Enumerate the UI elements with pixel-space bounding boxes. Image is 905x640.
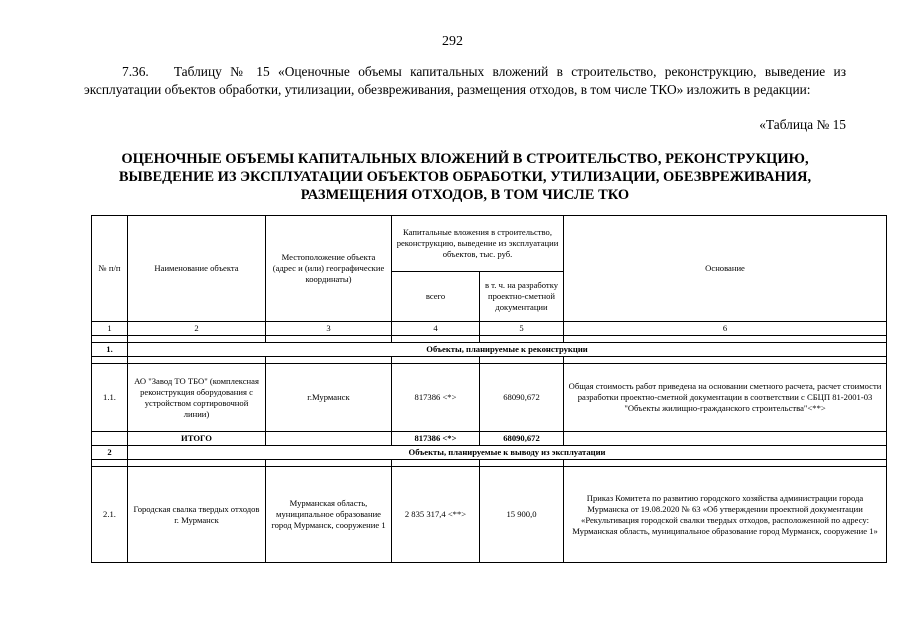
row-2-design: 15 900,0 <box>480 467 564 563</box>
total-label: ИТОГО <box>128 432 266 446</box>
investments-table <box>91 215 887 563</box>
total-empty-1 <box>92 432 128 446</box>
header-location: Местоположение объекта (адрес и (или) географические координаты) <box>266 216 392 322</box>
section-2-row <box>92 446 887 460</box>
row-2-name: Городская свалка твердых отходов г. Мурманск <box>128 467 266 563</box>
total-value: 817386 <*> <box>392 432 480 446</box>
intro-text: 7.36. Таблицу № 15 «Оценочные объемы капитальных вложений в строительство, реконструкцию, выведение из эксплуатации объектов обработки, утилизации, обезвреживания, размещения отходов, в том числе ТКО» изложить в редакции: <box>84 64 846 97</box>
table-reference: «Таблица № 15 <box>759 117 846 132</box>
row-1-num: 1.1. <box>92 364 128 432</box>
title-line-3: РАЗМЕЩЕНИЯ ОТХОДОВ, В ТОМ ЧИСЛЕ ТКО <box>300 187 630 203</box>
row-1-location: г.Мурманск <box>266 364 392 432</box>
section-2-num: 2 <box>92 446 128 460</box>
col-number-5: 5 <box>480 322 564 336</box>
header-name: Наименование объекта <box>128 216 266 322</box>
col-number-1: 1 <box>92 322 128 336</box>
total-empty-3 <box>564 432 887 446</box>
table-row <box>92 364 887 432</box>
separator <box>92 336 887 343</box>
header-total: всего <box>392 272 480 322</box>
section-2-title: Объекты, планируемые к выводу из эксплуатации <box>128 446 887 460</box>
table-row <box>92 467 887 563</box>
total-row <box>92 432 887 446</box>
header-num: № п/п <box>92 216 128 322</box>
row-1-name: АО "Завод ТО ТБО" (комплексная реконструкция оборудования с устройством сортировочной линии) <box>128 364 266 432</box>
page-number: 292 <box>442 34 463 49</box>
col-number-2: 2 <box>128 322 266 336</box>
separator <box>92 460 887 467</box>
title-line-1: ОЦЕНОЧНЫЕ ОБЪЕМЫ КАПИТАЛЬНЫХ ВЛОЖЕНИЙ В СТРОИТЕЛЬСТВО, РЕКОНСТРУКЦИЮ, <box>121 151 809 167</box>
header-basis: Основание <box>564 216 887 322</box>
header-row-1 <box>92 216 887 272</box>
title-line-2: ВЫВЕДЕНИЕ ИЗ ЭКСПЛУАТАЦИИ ОБЪЕКТОВ ОБРАБОТКИ, УТИЛИЗАЦИИ, ОБЕЗВРЕЖИВАНИЯ, <box>118 169 812 185</box>
intro-paragraph <box>84 63 846 99</box>
document-title <box>90 150 840 204</box>
col-number-4: 4 <box>392 322 480 336</box>
row-2-location: Мурманская область, муниципальное образование город Мурманск, сооружение 1 <box>266 467 392 563</box>
header-design: в т. ч. на разработку проектно-сметной документации <box>480 272 564 322</box>
col-number-3: 3 <box>266 322 392 336</box>
col-number-6: 6 <box>564 322 887 336</box>
row-1-basis: Общая стоимость работ приведена на основании сметного расчета, расчет стоимости разработки проектно-сметной документации в соответствии с СБЦП 81-2001-03 "Объекты жилищно-гражданского строительства"<**> <box>564 364 887 432</box>
row-2-basis: Приказ Комитета по развитию городского хозяйства администрации города Мурманска от 19.08.2020 № 63 «Об утверждении проектной документации «Рекультивация городской свалки твердых отходов, расположенной по адресу: Мурманская область, муниципальное образование город Мурманск, сооружение 1» <box>564 467 887 563</box>
row-1-design: 68090,672 <box>480 364 564 432</box>
row-2-num: 2.1. <box>92 467 128 563</box>
section-1-row <box>92 343 887 357</box>
total-design: 68090,672 <box>480 432 564 446</box>
row-2-total: 2 835 317,4 <**> <box>392 467 480 563</box>
section-1-num: 1. <box>92 343 128 357</box>
total-empty-2 <box>266 432 392 446</box>
row-1-total: 817386 <*> <box>392 364 480 432</box>
separator <box>92 357 887 364</box>
header-capital: Капитальные вложения в строительство, реконструкцию, выведение из эксплуатации объектов, тыс. руб. <box>392 216 564 272</box>
section-1-title: Объекты, планируемые к реконструкции <box>128 343 887 357</box>
column-numbers-row <box>92 322 887 336</box>
